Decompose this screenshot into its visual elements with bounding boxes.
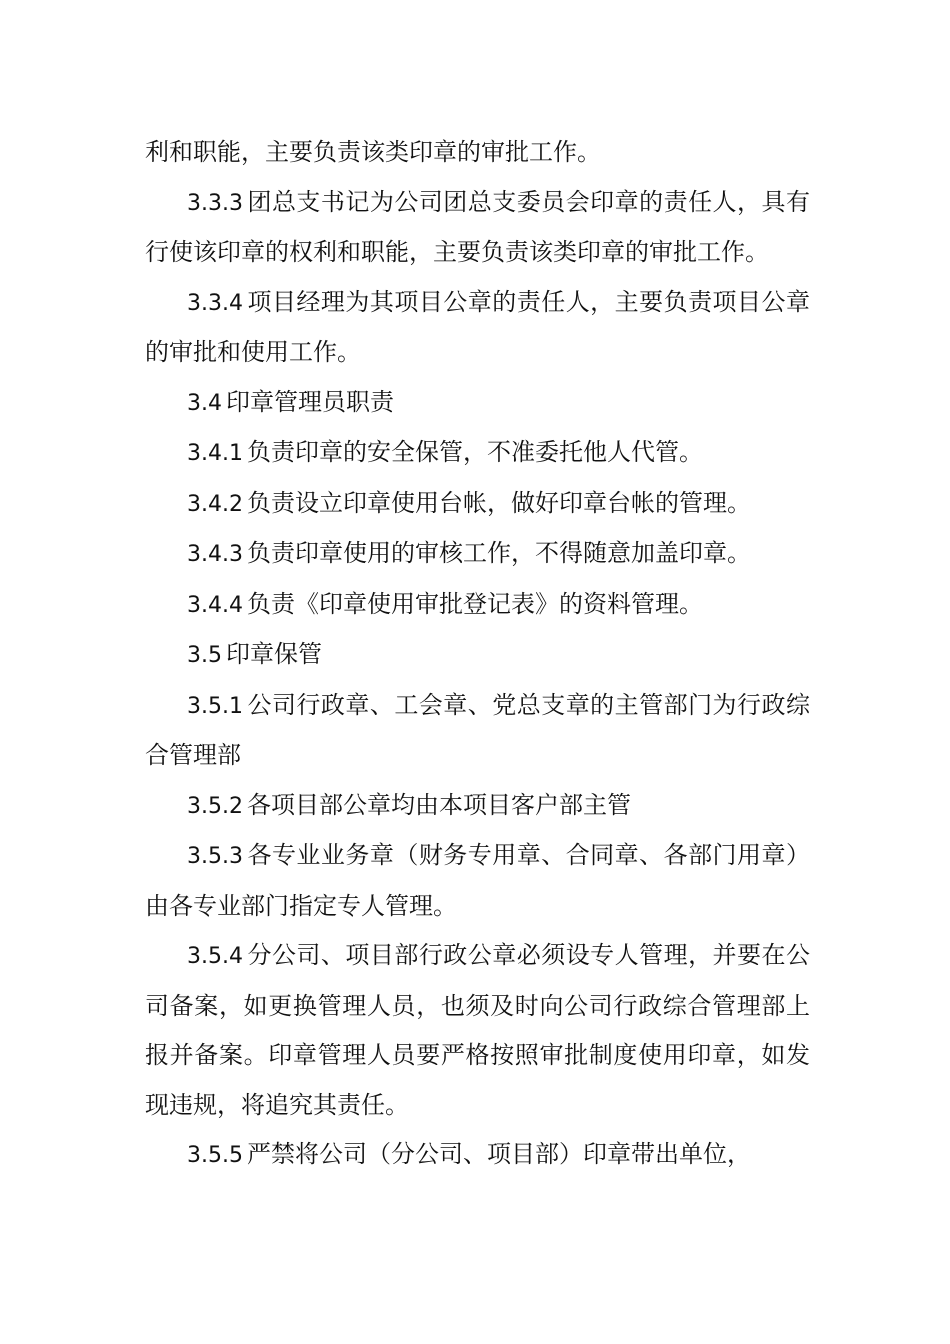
paragraph-3-4-1 xyxy=(145,428,810,479)
paragraph-text: 分公司、项目部行政公章必须设专人管理，并要在公司备案，如更换管理人员，也须及时向公司行政综合管理部上报并备案。印章管理人员要严格按照审批制度使用印章，如发现违规，将追究其责任。 xyxy=(145,941,810,1119)
section-number: 3.5.5 xyxy=(187,1143,243,1168)
paragraph-3-4-2 xyxy=(145,479,810,530)
section-number: 3.4 xyxy=(187,390,222,416)
paragraph-text: 严禁将公司（分公司、项目部）印章带出单位， xyxy=(246,1140,751,1168)
paragraph-text: 公司行政章、工会章、党总支章的主管部门为行政综合管理部 xyxy=(145,690,810,769)
section-number: 3.3.3 xyxy=(187,190,243,216)
paragraph-3-3-4 xyxy=(145,278,810,378)
paragraph-3-4-4 xyxy=(145,580,810,631)
section-number: 3.4.1 xyxy=(187,441,243,466)
paragraph-text: 利和职能，主要负责该类印章的审批工作。 xyxy=(145,138,601,166)
paragraph-3-3-3 xyxy=(145,178,810,278)
paragraph-text: 负责印章的安全保管，不准委托他人代管。 xyxy=(246,438,703,466)
paragraph-3-5-3 xyxy=(145,831,810,931)
section-title: 印章保管 xyxy=(226,640,322,668)
paragraph-text: 各专业业务章（财务专用章、合同章、各部门用章）由各专业部门指定专人管理。 xyxy=(145,841,810,920)
heading-3-5 xyxy=(145,630,810,681)
paragraph-text: 负责印章使用的审核工作，不得随意加盖印章。 xyxy=(246,539,751,567)
section-number: 3.4.2 xyxy=(187,491,243,517)
section-number: 3.5 xyxy=(187,643,222,668)
heading-3-4 xyxy=(145,378,810,429)
section-number: 3.4.4 xyxy=(187,592,243,618)
paragraph-3-5-2 xyxy=(145,781,810,832)
paragraph-3-4-3 xyxy=(145,529,810,580)
paragraph-text: 负责《印章使用审批登记表》的资料管理。 xyxy=(246,589,703,618)
section-number: 3.4.3 xyxy=(187,542,243,567)
section-number: 3.5.4 xyxy=(187,944,243,969)
paragraph-text: 负责设立印章使用台帐，做好印章台帐的管理。 xyxy=(246,488,751,517)
paragraph-3-5-4 xyxy=(145,931,810,1130)
section-number: 3.5.1 xyxy=(187,693,243,719)
document-body xyxy=(145,128,810,1181)
paragraph-3-5-5 xyxy=(145,1130,810,1181)
paragraph-text: 各项目部公章均由本项目客户部主管 xyxy=(246,790,631,819)
paragraph-continuation xyxy=(145,128,810,178)
section-number: 3.3.4 xyxy=(187,290,243,316)
section-number: 3.5.2 xyxy=(187,793,243,819)
paragraph-3-5-1 xyxy=(145,681,810,781)
paragraph-text: 项目经理为其项目公章的责任人，主要负责项目公章的审批和使用工作。 xyxy=(145,287,810,366)
section-number: 3.5.3 xyxy=(187,844,243,869)
section-title: 印章管理员职责 xyxy=(226,387,394,416)
paragraph-text: 团总支书记为公司团总支委员会印章的责任人，具有行使该印章的权利和职能，主要负责该类印章的审批工作。 xyxy=(145,187,810,266)
